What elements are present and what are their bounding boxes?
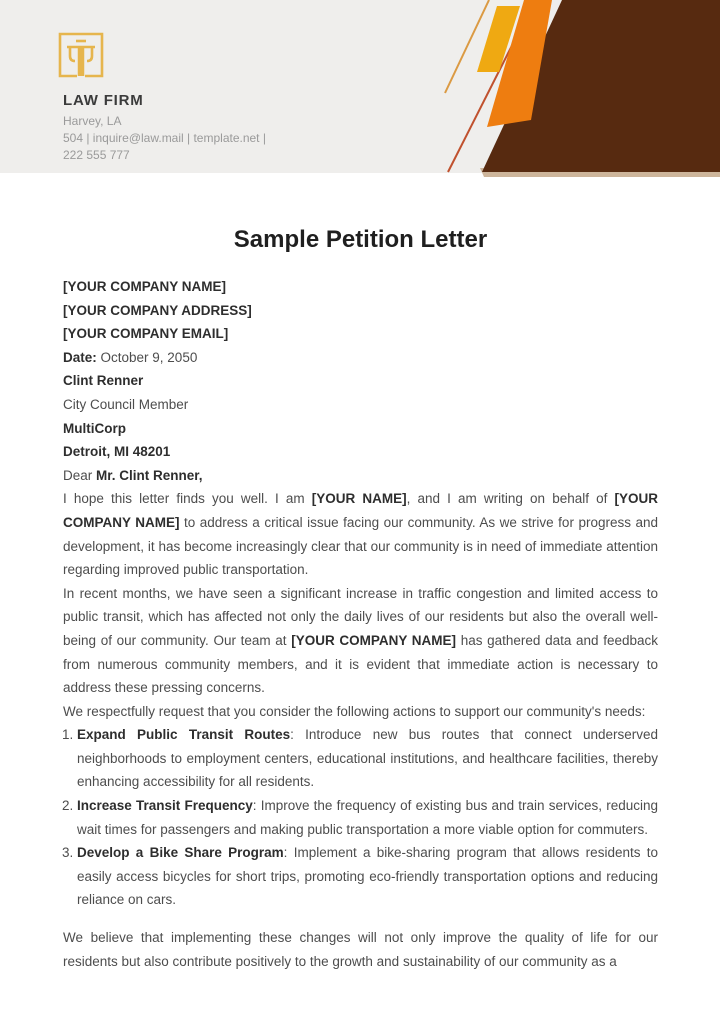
letter-paragraph-request: We respectfully request that you consider the following actions to support our community's needs: — [63, 703, 646, 719]
recipient-company: MultiCorp — [63, 420, 126, 436]
letter-title: Sample Petition Letter — [233, 226, 488, 253]
letter-paragraph-context: In recent months, we have seen a significant increase in traffic congestion and limited access to public transit, which has affected not only the daily lives of our residents but also the overall well-being of our community. Our team at [YOUR COMPANY NAME] has gathered data and feedback from numerous community members, and it is evident that immediate action is necessary to address these pressing concerns. — [63, 585, 658, 696]
amber-band-shape — [477, 6, 520, 72]
thin-red-line-short — [505, 0, 545, 80]
address-line-contact: 504 | inquire@law.mail | template.net | — [63, 131, 266, 145]
address-line-city: Harvey, LA — [63, 114, 122, 128]
brown-corner-shape — [482, 0, 720, 172]
brand-block — [57, 31, 266, 164]
law-firm-logo-icon — [57, 31, 105, 79]
list-item-transit-frequency: 2. Increase Transit Frequency: Improve the frequency of existing bus and train services, reducing wait times for passengers and making public transportation a more viable option for commuters. — [77, 794, 658, 841]
recipient-location: Detroit, MI 48201 — [63, 444, 171, 460]
address-line-phone: 222 555 777 — [63, 148, 130, 162]
thin-red-line — [448, 0, 535, 172]
letter-body — [0, 173, 720, 973]
petition-actions-list — [63, 723, 658, 912]
list-item-transit-routes: 1. Expand Public Transit Routes: Introduce new bus routes that connect underserved neighborhoods to employment centers, educational institutions, and healthcare facilities, thereby enhancing accessibility for all residents. — [77, 723, 658, 794]
recipient-name: Clint Renner — [63, 373, 144, 389]
date-line: Date: October 9, 2050 — [63, 349, 198, 365]
list-item-bike-share: 3. Develop a Bike Share Program: Implement a bike-sharing program that allows residents to easily access bicycles for short trips, promoting eco-friendly transportation options and reducing reliance on cars. — [77, 841, 658, 912]
salutation: Dear Mr. Clint Renner, — [63, 467, 203, 483]
recipient-role: City Council Member — [63, 396, 189, 412]
company-email-placeholder: [YOUR COMPANY EMAIL] — [63, 326, 229, 342]
thin-orange-line — [445, 0, 489, 93]
letter-paragraph-intro: I hope this letter finds you well. I am [YOUR NAME], and I am writing on behalf of [YOUR COMPANY NAME] to address a critical issue facing our community. As we strive for progress and development, it has become increasingly clear that our community is in need of immediate attention regarding improved public transportation. — [63, 491, 658, 578]
company-address-placeholder: [YOUR COMPANY ADDRESS] — [63, 302, 252, 318]
company-name-placeholder: [YOUR COMPANY NAME] — [63, 279, 227, 294]
letter-paragraph-closing: We believe that implementing these changes will not only improve the quality of life for our residents but also contribute positively to the growth and sustainability of our community as a — [63, 930, 658, 969]
brand-name: LAW FIRM — [63, 92, 144, 109]
letterhead — [0, 0, 720, 173]
orange-band-shape — [487, 0, 552, 127]
